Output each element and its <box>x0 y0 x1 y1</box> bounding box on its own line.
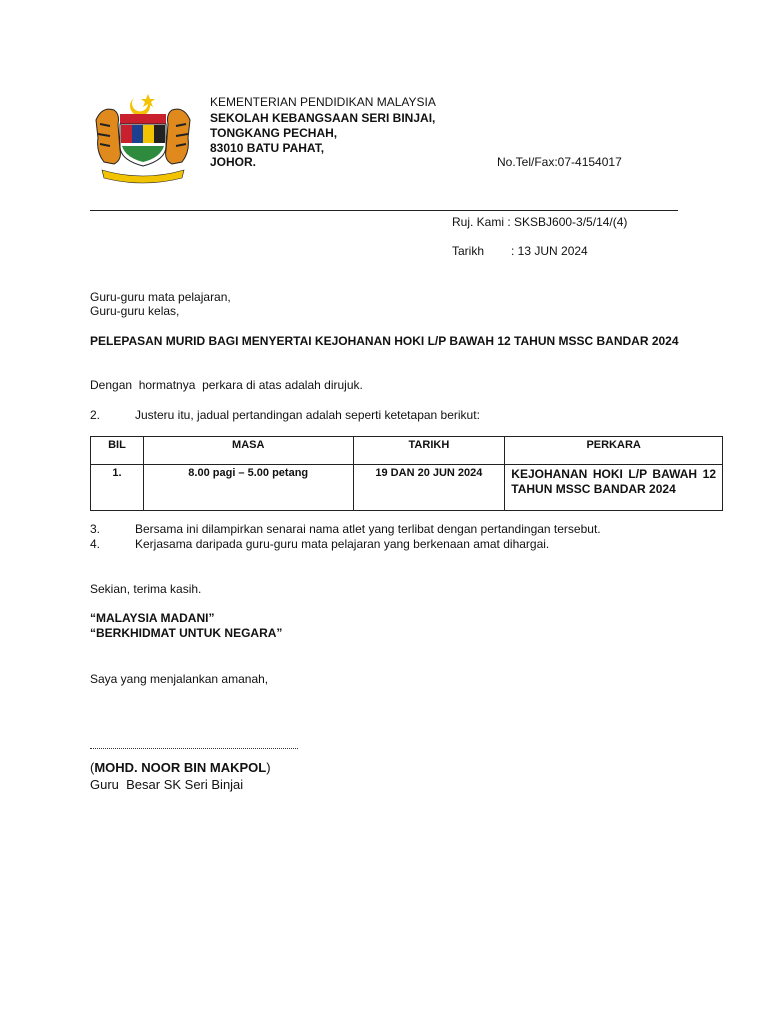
paragraph-text: Justeru itu, jadual pertandingan adalah seperti ketetapan berikut: <box>135 408 480 422</box>
paragraph-3 <box>90 522 601 537</box>
paragraph-text: Kerjasama daripada guru-guru mata pelajaran yang berkenaan amat dihargai. <box>135 537 550 551</box>
paren-open: ( <box>90 760 95 775</box>
address-line-2: 83010 BATU PAHAT, <box>210 141 325 155</box>
letter-subject: PELEPASAN MURID BAGI MENYERTAI KEJOHANAN HOKI L/P BAWAH 12 TAHUN MSSC BANDAR 2024 <box>90 334 679 348</box>
phone-fax: No.Tel/Fax:07-4154017 <box>497 155 622 169</box>
cell-perkara: KEJOHANAN HOKI L/P BAWAH 12 TAHUN MSSC BANDAR 2024 <box>505 465 723 511</box>
opening-paragraph: Dengan hormatnya perkara di atas adalah dirujuk. <box>90 378 363 392</box>
column-header: TARIKH <box>353 437 505 465</box>
table-row <box>91 465 723 511</box>
paren-close: ) <box>266 760 271 775</box>
header-divider <box>90 210 678 211</box>
ministry-name: KEMENTERIAN PENDIDIKAN MALAYSIA <box>210 95 436 109</box>
reference-number: Ruj. Kami : SKSBJ600-3/5/14/(4) <box>452 215 628 229</box>
table-header-row <box>91 437 723 465</box>
paragraph-number: 3. <box>90 522 101 536</box>
signatory-title: Guru Besar SK Seri Binjai <box>90 777 244 792</box>
sign-off-line: Saya yang menjalankan amanah, <box>90 672 269 686</box>
date-label: Tarikh <box>452 244 485 258</box>
address-line-1: TONGKANG PECHAH, <box>210 126 338 140</box>
column-header: BIL <box>91 437 144 465</box>
cell-tarikh: 19 DAN 20 JUN 2024 <box>353 465 505 511</box>
signature-line <box>90 748 298 749</box>
recipient-line: Guru-guru mata pelajaran, <box>90 290 231 304</box>
signatory-name-text: MOHD. NOOR BIN MAKPOL <box>94 760 267 775</box>
slogan-madani: “MALAYSIA MADANI” <box>90 611 215 625</box>
schedule-table <box>90 436 723 511</box>
paragraph-2 <box>90 408 480 423</box>
school-name: SEKOLAH KEBANGSAAN SERI BINJAI, <box>210 111 436 125</box>
closing-line: Sekian, terima kasih. <box>90 582 202 596</box>
paragraph-text: Bersama ini dilampirkan senarai nama atlet yang terlibat dengan pertandingan tersebut. <box>135 522 601 536</box>
signatory-name <box>90 760 271 775</box>
column-header: MASA <box>143 437 353 465</box>
recipient-line: Guru-guru kelas, <box>90 304 180 318</box>
coat-of-arms-logo <box>88 90 198 186</box>
slogan-berkhidmat: “BERKHIDMAT UNTUK NEGARA” <box>90 626 283 640</box>
paragraph-4 <box>90 537 549 552</box>
cell-bil: 1. <box>91 465 144 511</box>
column-header: PERKARA <box>505 437 723 465</box>
address-line-3: JOHOR. <box>210 155 257 169</box>
date-value: : 13 JUN 2024 <box>511 244 588 258</box>
paragraph-number: 2. <box>90 408 101 422</box>
paragraph-number: 4. <box>90 537 101 551</box>
cell-masa: 8.00 pagi – 5.00 petang <box>143 465 353 511</box>
